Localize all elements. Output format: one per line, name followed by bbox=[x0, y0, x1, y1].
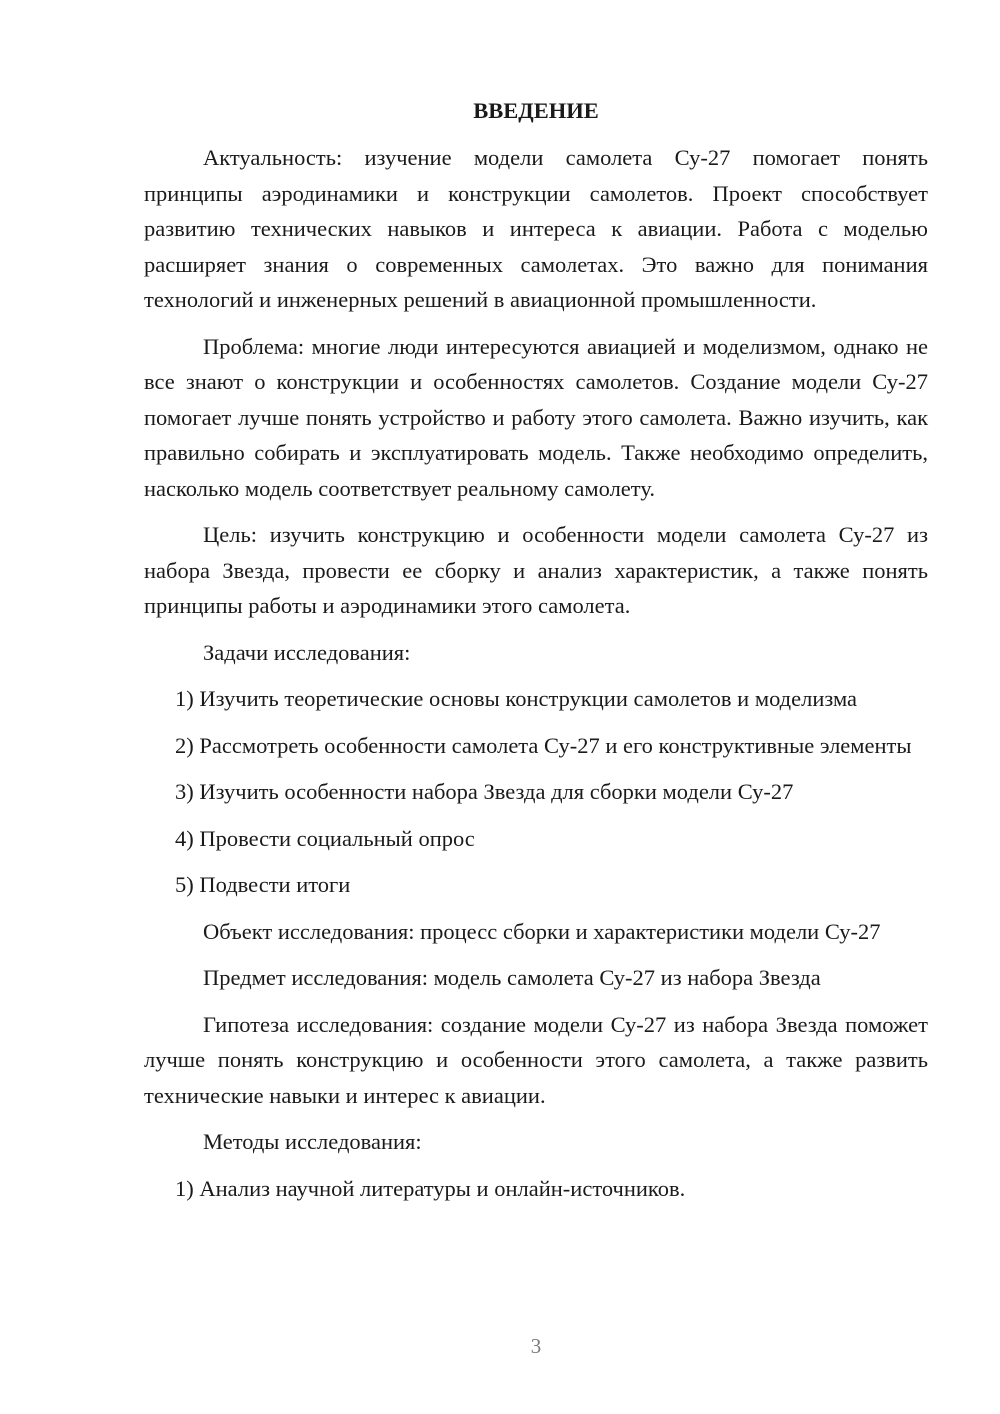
hypothesis-paragraph: Гипотеза исследования: создание модели Су-27 из набора Звезда поможет лучше понять конструкцию и особенности этого самолета, а также развить технические навыки и интерес к авиации. bbox=[144, 1011, 928, 1108]
methods-heading: Методы исследования: bbox=[203, 1129, 422, 1154]
section-heading: ВВЕДЕНИЕ bbox=[473, 98, 599, 123]
task-item-3: 3) Изучить особенности набора Звезда для сборки модели Су-27 bbox=[175, 779, 794, 804]
object-paragraph: Объект исследования: процесс сборки и характеристики модели Су-27 bbox=[203, 918, 881, 944]
task-item-1: 1) Изучить теоретические основы конструкции самолетов и моделизма bbox=[175, 686, 858, 711]
goal-paragraph: Цель: изучить конструкцию и особенности модели самолета Су-27 из набора Звезда, провести ее сборку и анализ характеристик, а также понять принципы работы и аэродинамики этого самолета. bbox=[144, 522, 928, 618]
tasks-heading: Задачи исследования: bbox=[203, 639, 411, 665]
task-item-5: 5) Подвести итоги bbox=[175, 872, 351, 897]
document-body bbox=[144, 140, 928, 1217]
subject-paragraph: Предмет исследования: модель самолета Су-27 из набора Звезда bbox=[203, 965, 821, 990]
problem-paragraph: Проблема: многие люди интересуются авиацией и моделизмом, однако не все знают о конструкции и особенностях самолетов. Создание модели Су-27 помогает лучше понять устройство и работу этого самолета. Важно изучить, как правильно собирать и эксплуатировать модель. Также необходимо определить, насколько модель соответствует реальному самолету. bbox=[144, 333, 928, 501]
method-item-1: 1) Анализ научной литературы и онлайн-источников. bbox=[175, 1175, 686, 1201]
task-item-4: 4) Провести социальный опрос bbox=[175, 825, 475, 851]
task-item-2: 2) Рассмотреть особенности самолета Су-27 и его конструктивные элементы bbox=[175, 732, 912, 758]
page-number: 3 bbox=[530, 1334, 542, 1358]
relevance-paragraph: Актуальность: изучение модели самолета Су-27 помогает понять принципы аэродинамики и конструкции самолетов. Проект способствует развитию технических навыков и интереса к авиации. Работа с моделью расширяет знания о современных самолетах. Это важно для понимания технологий и инженерных решений в авиационной промышленности. bbox=[144, 145, 928, 312]
